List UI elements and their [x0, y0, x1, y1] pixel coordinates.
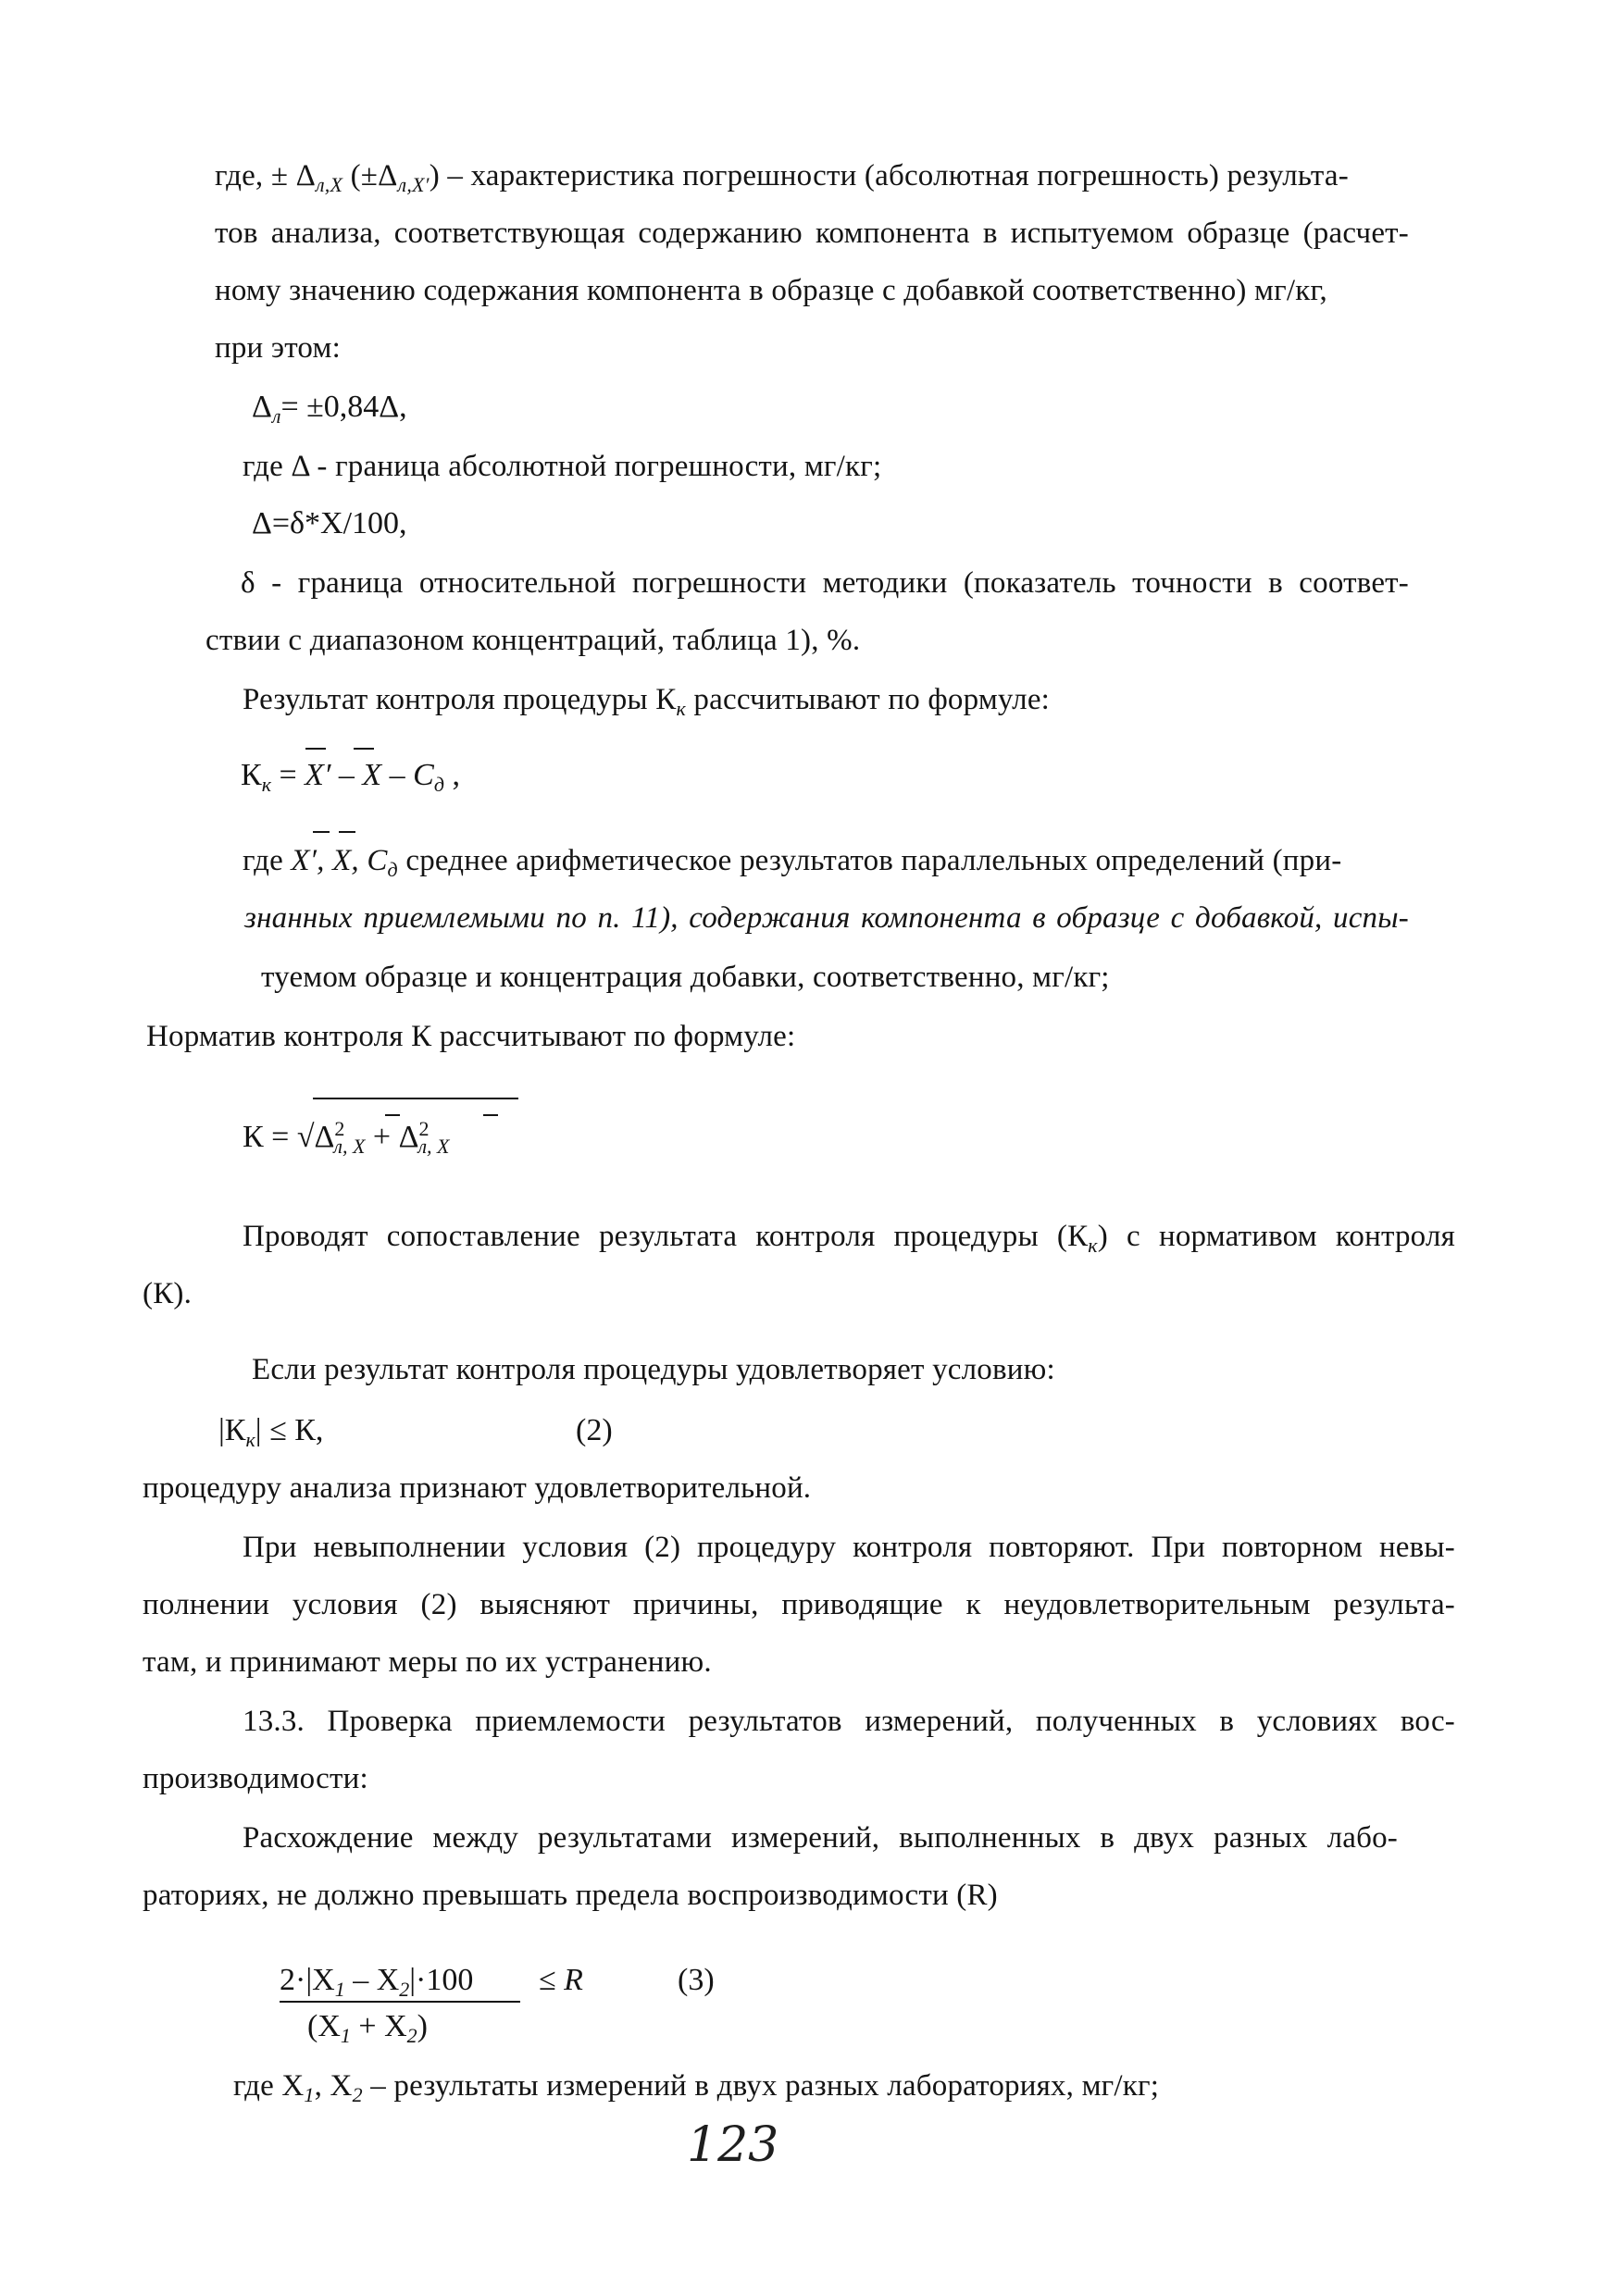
formula-condition: $|К_к| \le К$,	[218, 1413, 324, 1451]
formula-repro-denominator: $(X_1 + X_2)$	[307, 2009, 428, 2047]
text-line: раториях, не должно превышать предела воспроизводимости (R)	[143, 1879, 998, 1912]
formula-delta: Δ=δ*X/100,	[252, 506, 407, 540]
text-line: ному значению содержания компонента в образце с добавкой соответственно) мг/кг,	[215, 274, 1327, 307]
text-line: Норматив контроля К рассчитывают по формуле:	[146, 1020, 796, 1053]
formula-delta-l: $\Delta_л= \pm 0,84\Delta$,	[252, 390, 407, 428]
text-line: полнении условия (2) выясняют причины, приводящие к неудовлетворительным результа-	[143, 1588, 1455, 1621]
text-line: (К).	[143, 1277, 193, 1310]
formula-kk: $К_к = X' - X - C_д$ ,	[241, 758, 460, 796]
text-line: производимости:	[143, 1762, 368, 1795]
text-line: где, ± $\Delta_{л,X}$ $(\pm\Delta_{л,X'})$ – характеристика погрешности (абсолютная погрешность) результа-	[215, 159, 1349, 196]
overline	[313, 831, 330, 833]
text-line: где X′, X, $C_д$ среднее арифметическое результатов параллельных определений (при-	[243, 844, 1342, 881]
text-line: ствии с диапазоном концентраций, таблица 1), %.	[205, 624, 861, 657]
page-number: 123	[687, 2117, 779, 2173]
text-line: Расхождение между результатами измерений, выполненных в двух разных лабо-	[243, 1821, 1398, 1855]
text-line: при этом:	[215, 331, 341, 365]
equation-number: (3)	[678, 1963, 715, 1997]
overline	[305, 748, 326, 750]
fraction-bar	[280, 2001, 520, 2003]
overline	[339, 831, 355, 833]
text-line: знанных приемлемыми по п. 11), содержания компонента в образце с добавкой, испы-	[244, 901, 1409, 935]
formula-k: $К = √\Delta^2_{л, X} + \Delta^2_{л, X}$	[243, 1117, 450, 1158]
text-line: При невыполнении условия (2) процедуру контроля повторяют. При повторном невы-	[243, 1531, 1455, 1564]
text-line: Результат контроля процедуры $К_к$ рассчитывают по формуле:	[243, 683, 1051, 720]
root-vinculum	[313, 1098, 518, 1099]
text-line: процедуру анализа признают удовлетворительной.	[143, 1471, 812, 1505]
overline	[483, 1114, 498, 1116]
text-line: δ - граница относительной погрешности методики (показатель точности в соответ-	[241, 566, 1409, 600]
equation-number: (2)	[576, 1413, 613, 1447]
text-line: Если результат контроля процедуры удовлетворяет условию:	[252, 1353, 1055, 1386]
text-line: Проводят сопоставление результата контроля процедуры $(К_к)$ с нормативом контроля	[243, 1220, 1455, 1257]
text-line: там, и принимают меры по их устранению.	[143, 1645, 712, 1679]
text-line: туемом образце и концентрация добавки, соответственно, мг/кг;	[261, 961, 1110, 994]
text-line: где $X_1$, $X_2$ – результаты измерений в двух разных лабораториях, мг/кг;	[233, 2069, 1160, 2106]
text-line: где Δ - граница абсолютной погрешности, мг/кг;	[243, 450, 882, 483]
overline	[354, 748, 374, 750]
text-line: 13.3. Проверка приемлемости результатов измерений, полученных в условиях вос-	[243, 1705, 1455, 1738]
formula-repro-rel: ≤ R	[539, 1963, 583, 1997]
text-line: тов анализа, соответствующая содержанию компонента в испытуемом образце (расчет-	[215, 217, 1409, 250]
formula-repro-numerator: $2\cdot|X_1 - X_2|\cdot 100$	[280, 1963, 474, 2001]
